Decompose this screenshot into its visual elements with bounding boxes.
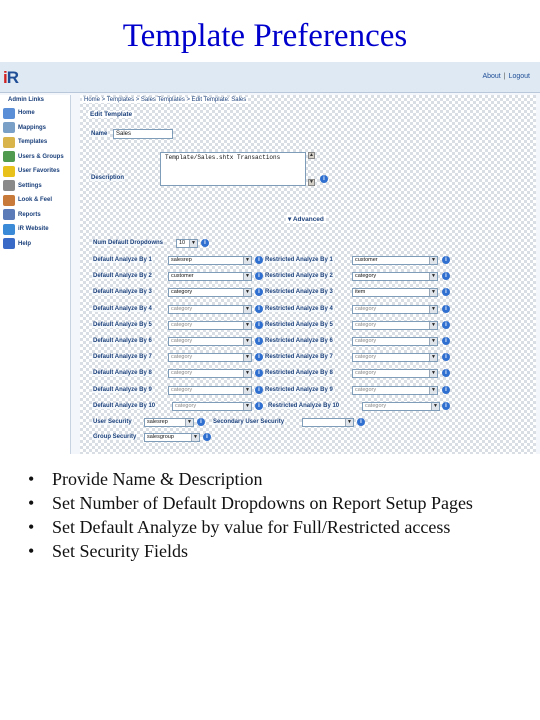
scroll-up-icon[interactable]: ▲ — [309, 152, 314, 158]
restricted-analyze-value: item — [355, 289, 366, 296]
restricted-analyze-info-icon[interactable]: i — [442, 256, 450, 264]
sidebar-item[interactable] — [0, 179, 70, 194]
default-analyze-info-icon[interactable]: i — [255, 305, 263, 313]
default-analyze-label: Default Analyze By 5 — [93, 321, 152, 328]
restricted-analyze-select[interactable] — [352, 337, 438, 346]
description-textarea[interactable]: Template/Sales.shtx Transactions — [160, 152, 306, 186]
default-analyze-label: Default Analyze By 3 — [93, 289, 152, 296]
sidebar-item-label: Reports — [18, 211, 41, 218]
chevron-down-icon: ▼ — [429, 354, 437, 361]
default-analyze-select[interactable] — [168, 353, 252, 362]
restricted-analyze-select[interactable] — [352, 353, 438, 362]
bullet-text: Provide Name & Description — [52, 469, 263, 489]
restricted-analyze-info-icon[interactable]: i — [442, 321, 450, 329]
sidebar-item[interactable] — [0, 164, 70, 179]
chevron-down-icon: ▼ — [189, 240, 197, 247]
restricted-analyze-label: Restricted Analyze By 4 — [265, 305, 333, 312]
restricted-analyze-value: category — [365, 402, 387, 409]
default-analyze-value: customer — [171, 273, 194, 280]
default-analyze-select[interactable] — [168, 321, 252, 330]
default-analyze-value: salesrep — [171, 257, 192, 263]
default-analyze-info-icon[interactable]: i — [255, 337, 263, 345]
logout-link[interactable]: Logout — [508, 73, 530, 80]
default-analyze-value: category — [171, 321, 193, 328]
restricted-analyze-select[interactable] — [362, 402, 440, 411]
advanced-toggle[interactable] — [286, 215, 326, 223]
restricted-analyze-value: category — [355, 354, 377, 361]
user-security-value: salesrep — [147, 419, 168, 425]
admin-sidebar — [0, 95, 71, 454]
group-security-value: salesgroup — [147, 434, 174, 440]
restricted-analyze-label: Restricted Analyze By 9 — [265, 386, 333, 393]
reports-icon — [3, 209, 15, 220]
group-security-info-icon[interactable]: i — [203, 433, 211, 441]
restricted-analyze-value: category — [355, 321, 377, 328]
restricted-analyze-info-icon[interactable]: i — [442, 288, 450, 296]
app-logo — [3, 68, 18, 88]
users-icon — [3, 151, 15, 162]
default-analyze-info-icon[interactable]: i — [255, 321, 263, 329]
secondary-user-security-select[interactable] — [302, 418, 354, 427]
default-analyze-info-icon[interactable]: i — [255, 353, 263, 361]
chevron-down-icon: ▼ — [243, 257, 251, 264]
sidebar-title: Admin Links — [8, 97, 45, 103]
chevron-down-icon: ▼ — [191, 434, 199, 441]
advanced-label: Advanced — [292, 216, 324, 223]
name-label: Name — [91, 131, 108, 137]
bullet-text: Set Default Analyze by value for Full/Restricted access — [52, 517, 451, 537]
default-analyze-value: category — [171, 370, 193, 377]
default-analyze-label: Default Analyze By 10 — [93, 402, 156, 409]
restricted-analyze-value: category — [355, 386, 377, 393]
default-analyze-label: Default Analyze By 2 — [93, 273, 152, 280]
sidebar-list — [0, 106, 70, 251]
restricted-analyze-select[interactable] — [352, 321, 438, 330]
sidebar-item-label: User Favorites — [18, 168, 60, 175]
bullet-item — [28, 539, 473, 563]
sidebar-item-label: Help — [18, 240, 32, 247]
sidebar-item-label: Templates — [18, 139, 48, 146]
sidebar-item[interactable] — [0, 237, 70, 252]
chevron-down-icon: ▼ — [429, 370, 437, 377]
secondary-user-security-info-icon[interactable]: i — [357, 418, 365, 426]
restricted-analyze-select[interactable] — [352, 369, 438, 378]
chevron-down-icon: ▼ — [243, 354, 251, 361]
chevron-down-icon: ▼ — [243, 387, 251, 394]
panel-title: Edit Template — [90, 111, 133, 118]
default-analyze-select[interactable] — [168, 337, 252, 346]
restricted-analyze-info-icon[interactable]: i — [442, 386, 450, 394]
default-analyze-info-icon[interactable]: i — [255, 256, 263, 264]
chevron-down-icon: ▼ — [185, 419, 193, 426]
description-info-icon[interactable]: i — [320, 175, 328, 183]
restricted-analyze-value: category — [355, 370, 377, 377]
help-icon — [3, 238, 15, 249]
bullet-list — [28, 467, 473, 563]
description-label: Description — [91, 175, 125, 181]
palette-icon — [3, 195, 15, 206]
bullet-item — [28, 491, 473, 515]
restricted-analyze-label: Restricted Analyze By 7 — [265, 354, 333, 361]
restricted-analyze-select[interactable] — [352, 386, 438, 395]
mappings-icon — [3, 122, 15, 133]
num-dropdowns-value: 10 — [179, 240, 186, 246]
main-content — [80, 95, 536, 454]
num-dropdowns-select[interactable] — [176, 239, 198, 248]
default-analyze-select[interactable] — [168, 305, 252, 314]
name-input[interactable]: Sales — [113, 129, 173, 139]
user-security-label: User Security — [93, 419, 132, 425]
default-analyze-select[interactable] — [168, 272, 252, 281]
app-screenshot — [0, 62, 540, 454]
link-separator: | — [503, 73, 506, 80]
group-security-select[interactable] — [144, 433, 200, 442]
default-analyze-select[interactable] — [168, 369, 252, 378]
sidebar-item[interactable] — [0, 150, 70, 165]
default-analyze-select[interactable] — [168, 288, 252, 297]
home-icon — [3, 108, 15, 119]
restricted-analyze-select[interactable] — [352, 272, 438, 281]
default-analyze-value: category — [171, 305, 193, 312]
logo-letter-r: R — [6, 68, 19, 87]
restricted-analyze-info-icon[interactable]: i — [442, 369, 450, 377]
chevron-down-icon: ▼ — [243, 289, 251, 296]
num-dropdowns-label: Num Default Dropdowns — [93, 240, 163, 246]
default-analyze-select[interactable] — [168, 386, 252, 395]
default-analyze-select[interactable] — [172, 402, 252, 411]
restricted-analyze-info-icon[interactable]: i — [442, 305, 450, 313]
default-analyze-value: category — [171, 338, 193, 344]
chevron-down-icon: ▼ — [243, 403, 251, 410]
sidebar-item[interactable] — [0, 222, 70, 237]
breadcrumb[interactable]: Home > Templates > Sales Templates > Edit Template: Sales — [84, 97, 247, 103]
bullet-text: Set Security Fields — [52, 541, 188, 561]
default-analyze-info-icon[interactable]: i — [255, 272, 263, 280]
bullet-item — [28, 467, 473, 491]
restricted-analyze-label: Restricted Analyze By 3 — [265, 289, 333, 296]
bullet-icon: • — [28, 541, 35, 561]
bullet-icon: • — [28, 469, 35, 489]
user-security-info-icon[interactable]: i — [197, 418, 205, 426]
chevron-down-icon: ▼ — [431, 403, 439, 410]
restricted-analyze-label: Restricted Analyze By 5 — [265, 321, 333, 328]
top-links — [482, 73, 530, 80]
sidebar-item-label: Mappings — [18, 124, 46, 131]
restricted-analyze-select[interactable] — [352, 256, 438, 265]
restricted-analyze-label: Restricted Analyze By 1 — [265, 257, 333, 263]
description-scrollbar[interactable] — [308, 152, 315, 186]
sidebar-item-label: iR Website — [18, 226, 49, 233]
star-icon — [3, 166, 15, 177]
bullet-text: Set Number of Default Dropdowns on Report Setup Pages — [52, 493, 473, 513]
bullet-item — [28, 515, 473, 539]
chevron-down-icon: ▼ — [243, 306, 251, 313]
sidebar-item-label: Users & Groups — [18, 153, 64, 160]
chevron-down-icon: ▼ — [429, 322, 437, 329]
restricted-analyze-label: Restricted Analyze By 10 — [268, 402, 340, 409]
chevron-down-icon: ▼ — [243, 338, 251, 345]
restricted-analyze-select[interactable] — [352, 305, 438, 314]
default-analyze-info-icon[interactable]: i — [255, 386, 263, 394]
restricted-analyze-value: category — [355, 305, 377, 312]
secondary-user-security-label: Secondary User Security — [213, 419, 285, 425]
restricted-analyze-value: category — [355, 273, 377, 280]
default-analyze-label: Default Analyze By 9 — [93, 386, 152, 393]
app-header — [0, 62, 540, 93]
restricted-analyze-info-icon[interactable]: i — [442, 272, 450, 280]
default-analyze-label: Default Analyze By 4 — [93, 305, 152, 312]
chevron-down-icon: ▼ — [345, 419, 353, 426]
num-dropdowns-info-icon[interactable]: i — [201, 239, 209, 247]
default-analyze-label: Default Analyze By 7 — [93, 354, 152, 361]
restricted-analyze-info-icon[interactable]: i — [442, 353, 450, 361]
group-security-label: Group Security — [93, 434, 137, 440]
globe-icon — [3, 224, 15, 235]
sidebar-item[interactable] — [0, 208, 70, 223]
bullet-icon: • — [28, 517, 35, 537]
default-analyze-label: Default Analyze By 8 — [93, 370, 152, 377]
chevron-down-icon: ▼ — [243, 273, 251, 280]
chevron-down-icon: ▼ — [429, 273, 437, 280]
templates-icon — [3, 137, 15, 148]
sidebar-item-label: Look & Feel — [18, 197, 53, 204]
chevron-down-icon: ▼ — [429, 306, 437, 313]
bullet-icon: • — [28, 493, 35, 513]
default-analyze-info-icon[interactable]: i — [255, 288, 263, 296]
default-analyze-info-icon[interactable]: i — [255, 369, 263, 377]
scroll-down-icon[interactable]: ▼ — [309, 179, 314, 185]
collapse-arrow-icon: ▾ — [288, 216, 293, 223]
sidebar-item[interactable] — [0, 193, 70, 208]
chevron-down-icon: ▼ — [429, 289, 437, 296]
restricted-analyze-label: Restricted Analyze By 6 — [265, 338, 333, 344]
sidebar-item-label: Settings — [18, 182, 42, 189]
restricted-analyze-info-icon[interactable]: i — [442, 337, 450, 345]
chevron-down-icon: ▼ — [429, 387, 437, 394]
chevron-down-icon: ▼ — [243, 370, 251, 377]
sidebar-item[interactable] — [0, 106, 70, 121]
user-security-select[interactable] — [144, 418, 194, 427]
chevron-down-icon: ▼ — [429, 257, 437, 264]
sidebar-item[interactable] — [0, 135, 70, 150]
default-analyze-value: category — [171, 386, 193, 393]
default-analyze-value: category — [175, 402, 197, 409]
default-analyze-value: category — [171, 354, 193, 361]
restricted-analyze-value: customer — [355, 257, 378, 263]
default-analyze-label: Default Analyze By 6 — [93, 338, 152, 344]
sidebar-item[interactable] — [0, 121, 70, 136]
about-link[interactable]: About — [482, 73, 501, 80]
restricted-analyze-label: Restricted Analyze By 8 — [265, 370, 333, 377]
default-analyze-label: Default Analyze By 1 — [93, 257, 152, 263]
restricted-analyze-value: category — [355, 338, 377, 344]
chevron-down-icon: ▼ — [429, 338, 437, 345]
restricted-analyze-select[interactable] — [352, 288, 438, 297]
slide-title: Template Preferences — [122, 18, 408, 54]
default-analyze-select[interactable] — [168, 256, 252, 265]
restricted-analyze-info-icon[interactable]: i — [442, 402, 450, 410]
default-analyze-value: category — [171, 289, 193, 296]
chevron-down-icon: ▼ — [243, 322, 251, 329]
settings-icon — [3, 180, 15, 191]
sidebar-item-label: Home — [18, 110, 35, 117]
default-analyze-info-icon[interactable]: i — [255, 402, 263, 410]
logo-letter-i: i — [3, 68, 7, 87]
restricted-analyze-label: Restricted Analyze By 2 — [265, 273, 333, 280]
